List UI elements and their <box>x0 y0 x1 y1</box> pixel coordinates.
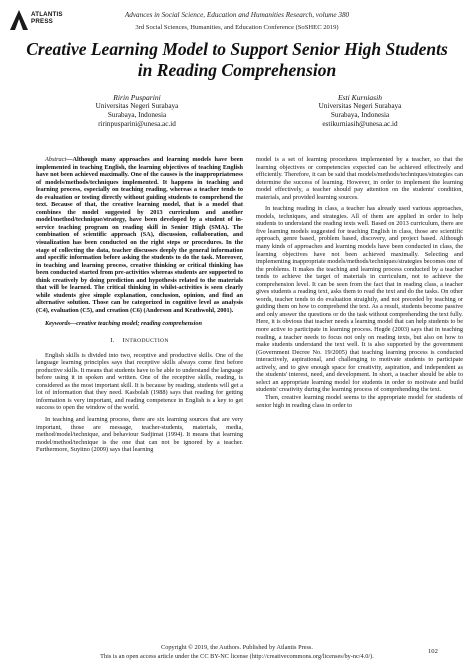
author-affiliation: Universitas Negeri Surabaya <box>95 102 179 110</box>
body-paragraph: English skills is divided into two, receptive and productive skills. One of the language learning principles says that receptive skills always come first before productive skills. It means that students have to be able to understand the language before using it in spoken and written. One of the receptive skills, reading, is considered as the most important skill. It is because by reading, students will get a lot of information that they need. Kasbolah (1988) says that reading for getting information is very important, and reading competence in English is a key to get success to open the window of the world. <box>36 351 243 412</box>
author-location: Surabaya, Indonesia <box>330 111 390 119</box>
left-column <box>36 156 243 454</box>
author-email: estikurniasih@unesa.ac.id <box>322 120 398 128</box>
author-block-2 <box>285 93 435 129</box>
paper-title: Creative Learning Model to Support Senior High Students in Reading Comprehension <box>26 39 448 80</box>
body-paragraph: model is a set of learning procedures implemented by a teacher, so that the learning objectives or competencies expected can be achieved effectively and efficiently. Therefore, it can be said that models/methods/techniques/strategies can determine the success of learning. However, in order to implement the learning model effectively, a teacher should pay attention on the students' condition, materials, and provided learning sources. <box>256 156 463 201</box>
right-column <box>256 156 463 409</box>
abstract-text: —Although many approaches and learning models have been implemented in teaching English, the learning objectives of teaching English have not been achieved maximally. One of the causes is the inappropriateness of models/methods/techniques implemented. It happens in teaching and learning process, especially on teaching reading, whereas a teacher tends to do evaluation or testing directly without guiding students to comprehend the text. Because of that, the creative learning model, that is a model that combines the model suggested by 2013 curriculum and another model/method/technique/strategy, have been developed by a student of in-service teaching program on reading skill in Senior High (SMA). The combination of scientific approach (SA), discussion, collaboration, and visualization has been conducted on the right steps or procedures. In the stage of collecting the data, teacher discusses deeply the general information and specific information before asking the students to do the task. Moreover, in teaching and learning process, creative thinking or critical thinking has been conducted started from pre-activities whereas students are supported to think creatively by doing prediction and hypothesis related to the materials that will be learned. The critical thinking in whilst-activities is seen clearly while students give simple explanation, conclusion, opinion, and find an alternative solution. Those can be categorized in cognitive level as analysis (C4), evaluation (C5), and creation (C6) (Anderson and Krathwohl, 2001). <box>36 156 243 314</box>
abstract-lead: Abstract <box>45 156 67 163</box>
author-location: Surabaya, Indonesia <box>107 111 167 119</box>
body-paragraph: Then, creative learning model seems to the appropriate model for students of senior high in reading class in order to <box>256 393 463 409</box>
keywords: Keywords—creative teaching model; reading comprehension <box>45 320 202 328</box>
page-footer <box>0 644 474 661</box>
author-affiliation: Universitas Negeri Surabaya <box>318 102 402 110</box>
copyright-line: Copyright © 2019, the Authors. Published by Atlantis Press. <box>161 644 313 651</box>
body-paragraph: In teaching and learning process, there are six learning sources that are very important, those are message, teacher-students, materials, media, method/model/technique, and behaviour Sudjimat (1994). It means that learning model/method/technique is the one that can not be ignored by a teacher. Furthermore, Suyitno (2009) says that learning <box>36 415 243 454</box>
page-number: 102 <box>428 648 438 655</box>
abstract <box>36 156 243 314</box>
license-line: This is an open access article under the CC BY-NC license (http://creativecommons.org/licenses/by-nc/4.0/). <box>100 652 374 660</box>
author-name: Ririn Pusparini <box>113 93 161 102</box>
author-email: ririnpusparini@unesa.ac.id <box>98 120 176 128</box>
conference-name: 3rd Social Sciences, Humanities, and Education Conference (SoSHEC 2019) <box>135 24 339 31</box>
logo-text: ATLANTIS PRESS <box>31 11 63 25</box>
section-number: I. <box>110 337 115 345</box>
section-title-first: I <box>122 337 126 345</box>
author-block-1 <box>62 93 212 129</box>
section-title-rest: NTRODUCTION <box>125 338 169 345</box>
journal-series: Advances in Social Science, Education and Humanities Research, volume 380 <box>124 11 350 19</box>
section-heading <box>36 337 243 346</box>
author-name: Esti Kurniasih <box>337 93 383 102</box>
body-paragraph: In teaching reading in class, a teacher has already used various approaches, models, techniques, and strategies. All of them are applied in order to help students to understand the reading texts well. Based on 2013 curriculum, there are five learning models suggested for teaching English in class, those are scientific approach, genre based, problem based, discovery, and project based. Although many kinds of approaches and learning models have been conducted in class, the learning objectives have not been achieved maximally. Selecting and implementing inappropriate models/methods/techniques/strategies becomes one of the problems. It makes the teaching and learning process conducted by a teacher tends to achieve the target of materials in curriculum, not to achieve the comprehension level. It can be seen from the fact that in reading class, a teacher gives students a reading text, asks them to read the text and do the tasks. On other words, teacher tends to do evaluation straightly, and not preceded by teaching or guiding them on how to comprehend the text. As a result, students become passive and only answer the questions or do the task without comprehending the text fully. Here, it is obvious that teacher needs a learning model that can help students to be more active to participate in learning process. Hegde (2003) says that in teaching reading, a teacher needs to focus not only on reading texts, but also on how to make students understand the text well. It is also supported by the government (Government Decree No. 19/2005) that teaching learning process is conducted interactively, aspirational, and challenging to motivate students to participate actively, and to give enough space for creativity, aspiration, and independent as the students' interest, need, and development. In short, a teacher should be able to select an appropriate learning model for students in order to motivate and build students' creativity during the learning process of comprehending the text. <box>256 205 463 394</box>
